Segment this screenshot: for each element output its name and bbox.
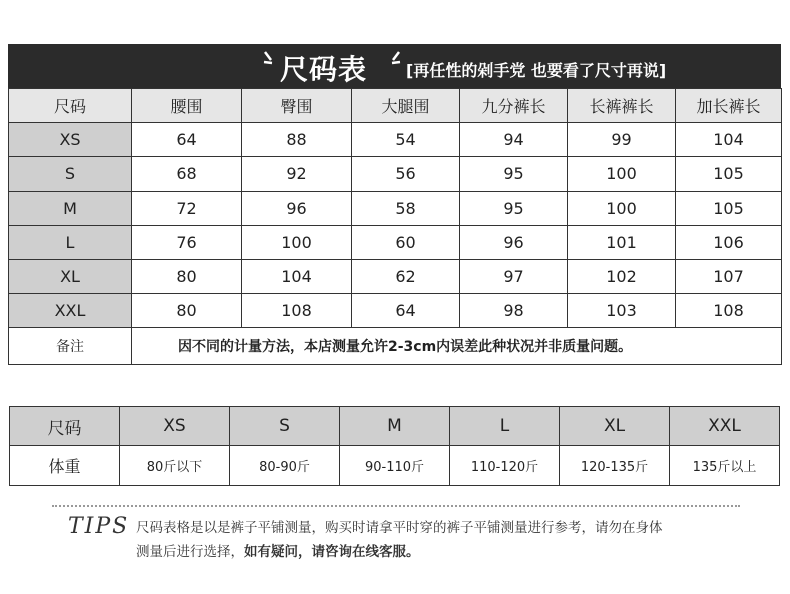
table-cell: 104 (676, 123, 782, 157)
sparkle-left-icon (262, 50, 276, 70)
table-cell: 95 (460, 157, 568, 191)
table-cell: 76 (132, 225, 242, 259)
table-cell: 105 (676, 157, 782, 191)
table-cell: 72 (132, 191, 242, 225)
size-label: M (9, 191, 132, 225)
page-subtitle: [再任性的剁手党 也要看了尺寸再说] (406, 61, 667, 80)
table-cell: 58 (352, 191, 460, 225)
header-cell: XL (560, 407, 670, 446)
table-cell: 110-120斤 (450, 446, 560, 486)
header-cell: 尺码 (10, 407, 120, 446)
table-cell: 98 (460, 294, 568, 328)
dotted-divider (52, 505, 740, 507)
sparkle-right-icon (388, 50, 402, 70)
weight-table (9, 406, 780, 486)
size-chart-table (8, 88, 782, 365)
tips-text-bold: 如有疑问，请咨询在线客服。 (244, 544, 420, 560)
header-cell: 尺码 (9, 89, 132, 123)
table-cell: 135斤以上 (670, 446, 780, 486)
table-cell: 88 (242, 123, 352, 157)
table-cell: 96 (242, 191, 352, 225)
table-cell: 107 (676, 259, 782, 293)
tips-title: TIPS (68, 514, 130, 539)
table-cell: 90-110斤 (340, 446, 450, 486)
table-cell: 80 (132, 259, 242, 293)
table-cell: 101 (568, 225, 676, 259)
table-cell: 54 (352, 123, 460, 157)
table-row (9, 123, 782, 157)
table-cell: 105 (676, 191, 782, 225)
header-cell: L (450, 407, 560, 446)
weight-table-header-row (10, 407, 780, 446)
header-cell: 臀围 (242, 89, 352, 123)
table-cell: 100 (568, 157, 676, 191)
table-cell: 96 (460, 225, 568, 259)
tips-text-plain: 测量后进行选择， (136, 544, 244, 560)
table-cell: 104 (242, 259, 352, 293)
table-row (9, 294, 782, 328)
header-cell: 九分裤长 (460, 89, 568, 123)
table-cell: 62 (352, 259, 460, 293)
table-cell: 100 (242, 225, 352, 259)
table-cell: 64 (352, 294, 460, 328)
size-label: S (9, 157, 132, 191)
table-row (9, 157, 782, 191)
table-cell: 102 (568, 259, 676, 293)
table-cell: 100 (568, 191, 676, 225)
size-label: L (9, 225, 132, 259)
weight-label: 体重 (10, 446, 120, 486)
table-cell: 108 (242, 294, 352, 328)
table-cell: 80斤以下 (120, 446, 230, 486)
header-cell: 长裤裤长 (568, 89, 676, 123)
size-label: XL (9, 259, 132, 293)
note-row (9, 328, 782, 365)
table-cell: 95 (460, 191, 568, 225)
table-cell: 68 (132, 157, 242, 191)
table-cell: 80 (132, 294, 242, 328)
page-title: 尺码表 (280, 53, 368, 86)
note-label: 备注 (9, 328, 132, 365)
table-cell: 94 (460, 123, 568, 157)
table-cell: 80-90斤 (230, 446, 340, 486)
table-cell: 106 (676, 225, 782, 259)
table-cell: 56 (352, 157, 460, 191)
table-cell: 103 (568, 294, 676, 328)
header-cell: M (340, 407, 450, 446)
table-cell: 92 (242, 157, 352, 191)
tips-text-line2 (136, 540, 420, 560)
header-cell: 加长裤长 (676, 89, 782, 123)
header-cell: 大腿围 (352, 89, 460, 123)
table-cell: 99 (568, 123, 676, 157)
table-cell: 108 (676, 294, 782, 328)
header-cell: XS (120, 407, 230, 446)
size-table-header-row (9, 89, 782, 123)
header-cell: 腰围 (132, 89, 242, 123)
table-row (9, 225, 782, 259)
weight-row (10, 446, 780, 486)
title-bar (8, 44, 781, 88)
size-label: XXL (9, 294, 132, 328)
tips-text-line1: 尺码表格是以是裤子平铺测量，购买时请拿平时穿的裤子平铺测量进行参考，请勿在身体 (136, 520, 663, 536)
table-row (9, 259, 782, 293)
table-row (9, 191, 782, 225)
table-cell: 120-135斤 (560, 446, 670, 486)
header-cell: XXL (670, 407, 780, 446)
header-cell: S (230, 407, 340, 446)
note-text: 因不同的计量方法，本店测量允许2-3cm内误差此种状况并非质量问题。 (132, 328, 782, 365)
table-cell: 60 (352, 225, 460, 259)
table-cell: 97 (460, 259, 568, 293)
size-label: XS (9, 123, 132, 157)
table-cell: 64 (132, 123, 242, 157)
